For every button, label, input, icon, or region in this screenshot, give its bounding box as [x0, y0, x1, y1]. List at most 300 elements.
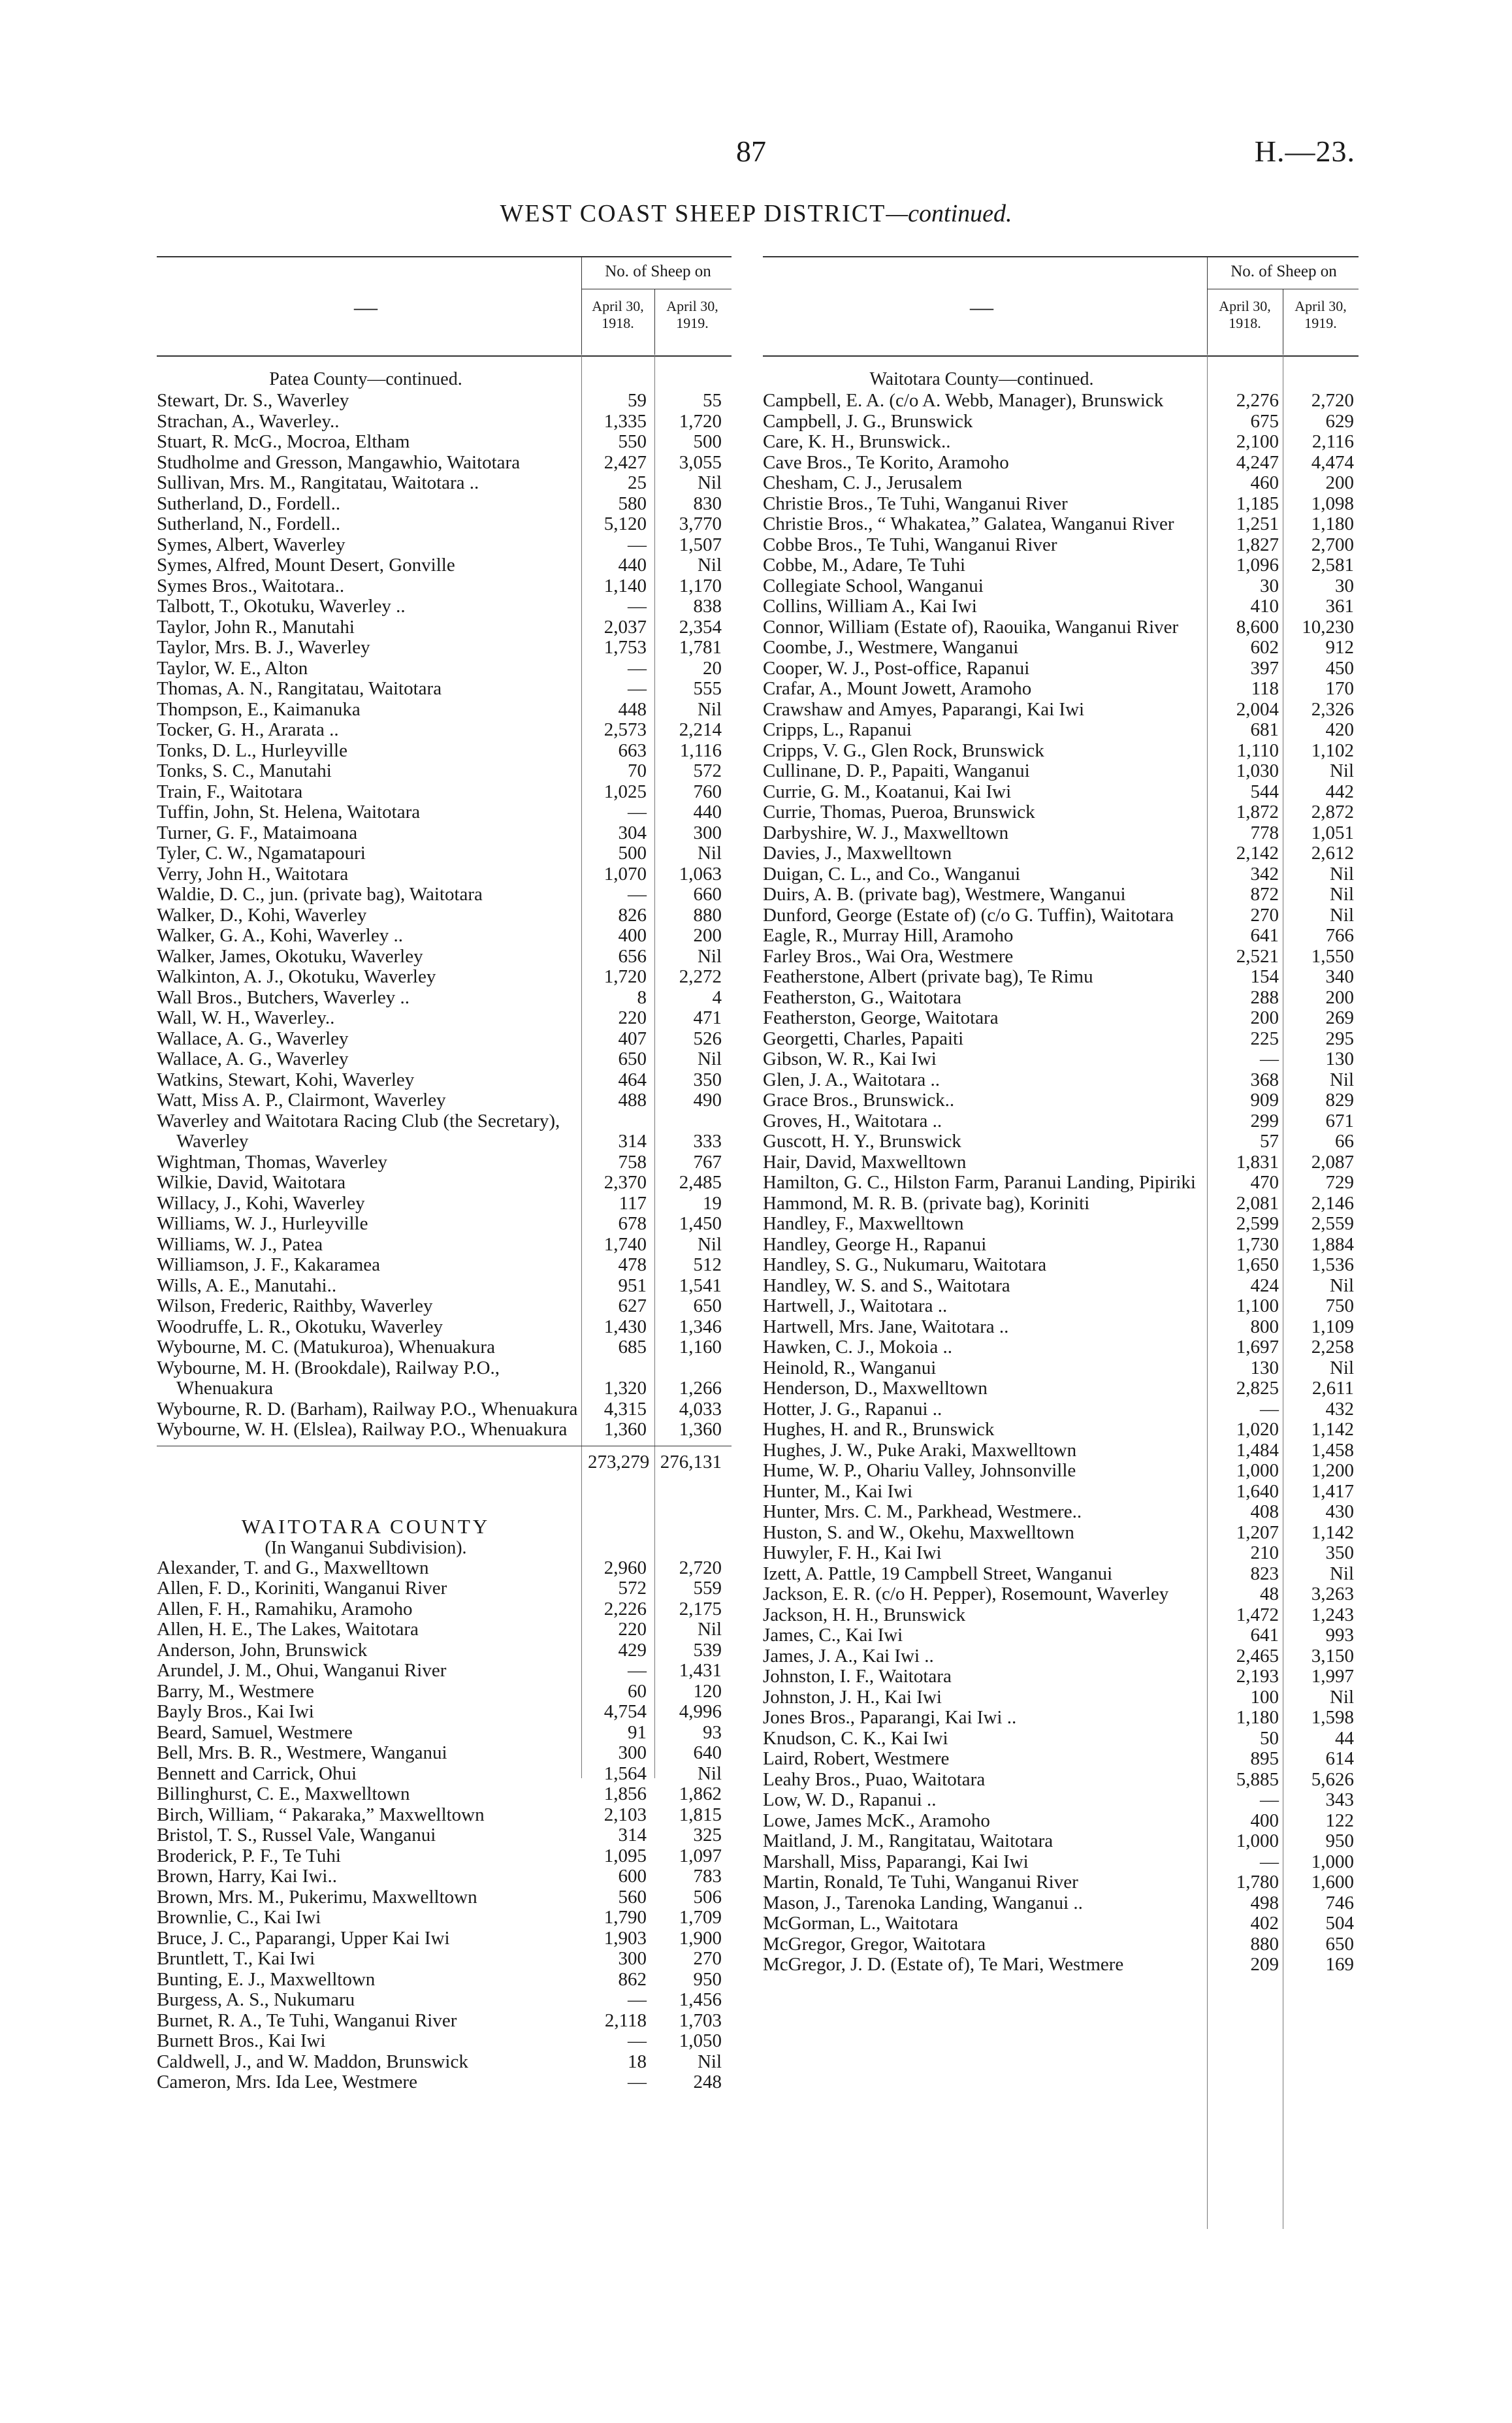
sheep-1918: 2,142: [1236, 843, 1279, 864]
sheep-1918: 8,600: [1236, 616, 1279, 638]
sheep-1919: 1,000: [1311, 1851, 1354, 1872]
owner-name: Lowe, James McK., Aramoho: [763, 1810, 990, 1831]
owner-name: Bayly Bros., Kai Iwi: [157, 1701, 314, 1722]
sheep-1918: 397: [1250, 657, 1279, 679]
table-row: [763, 1687, 1359, 1708]
sheep-1918: 550: [618, 431, 647, 452]
owner-name: Williamson, J. F., Kakaramea: [157, 1254, 381, 1275]
left-section-waitotara: [157, 1516, 732, 2093]
sheep-1919: 1,063: [679, 863, 722, 885]
sheep-1918: 300: [618, 1742, 647, 1763]
owner-name: Allen, F. D., Koriniti, Wanganui River: [157, 1578, 447, 1599]
owner-name: Thomas, A. N., Rangitatau, Waitotara: [157, 678, 442, 699]
sheep-1918: 30: [1260, 575, 1279, 596]
owner-name: Maitland, J. M., Rangitatau, Waitotara: [763, 1830, 1054, 1851]
sheep-1918: 1,856: [603, 1783, 647, 1804]
sheep-1919: 420: [1325, 719, 1354, 740]
sheep-1919: 506: [693, 1886, 722, 1908]
sheep-1918: 580: [618, 493, 647, 514]
sheep-1919: 783: [693, 1866, 722, 1887]
sheep-1918: 1,000: [1236, 1460, 1279, 1481]
sheep-1919: 2,175: [679, 1598, 722, 1619]
sheep-1918: 500: [618, 843, 647, 864]
sheep-1919: 729: [1325, 1172, 1354, 1193]
owner-name: Hartwell, J., Waitotara ..: [763, 1295, 948, 1316]
owner-name: McGregor, Gregor, Waitotara: [763, 1933, 986, 1955]
owner-name: Sullivan, Mrs. M., Rangitatau, Waitotara ..: [157, 472, 479, 493]
sheep-1918: 402: [1250, 1913, 1279, 1934]
sheep-1919: 660: [693, 884, 722, 905]
sheep-1918: 1,000: [1236, 1830, 1279, 1851]
sheep-1919: 2,720: [679, 1557, 722, 1578]
sheep-1919: 3,263: [1311, 1584, 1354, 1604]
sheep-1919: 555: [693, 678, 722, 699]
owner-name: Wall, W. H., Waverley..: [157, 1007, 335, 1028]
table-row: [763, 700, 1359, 721]
owner-name: Wilkie, David, Waitotara: [157, 1172, 346, 1193]
sheep-1919: 1,051: [1311, 822, 1354, 843]
sheep-1919: Nil: [1329, 1069, 1354, 1090]
table-row: [763, 1564, 1359, 1585]
owner-name: Georgetti, Charles, Papaiti: [763, 1028, 964, 1049]
sheep-1918: 2,370: [603, 1172, 647, 1193]
table-row: [157, 576, 732, 597]
table-row: [763, 576, 1359, 597]
table-row: [157, 1764, 732, 1785]
owner-name: Watt, Miss A. P., Clairmont, Waverley: [157, 1090, 446, 1111]
sheep-1919: 750: [1325, 1295, 1354, 1316]
sheep-1918: 2,004: [1236, 698, 1279, 720]
sheep-1918: 1,753: [603, 637, 647, 658]
table-row: [157, 802, 732, 823]
table-row: [157, 1805, 732, 1826]
sheep-1918: 314: [618, 1825, 647, 1846]
sheep-1919: 829: [1325, 1090, 1354, 1111]
sheep-1918: 778: [1250, 822, 1279, 843]
sheep-1918: —: [628, 678, 647, 699]
sheep-1919: 1,109: [1311, 1316, 1354, 1337]
table-row: [157, 679, 732, 700]
sheep-1918: 1,780: [1236, 1872, 1279, 1893]
table-row: [157, 1866, 732, 1887]
right-column: [763, 256, 1359, 1976]
table-row: [763, 1317, 1359, 1338]
sheep-1918: 464: [618, 1069, 647, 1090]
table-row: [763, 1708, 1359, 1729]
table-row: [763, 1194, 1359, 1214]
table-row: [763, 1173, 1359, 1194]
sheep-1918: —: [628, 2030, 647, 2051]
sheep-1918: 663: [618, 740, 647, 761]
sheep-1919: 1,997: [1311, 1666, 1354, 1687]
sheep-1918: 5,120: [603, 513, 647, 534]
sheep-1919: 526: [693, 1028, 722, 1049]
owner-name: Groves, H., Waitotara ..: [763, 1110, 942, 1131]
table-row: [763, 1913, 1359, 1934]
sheep-1918: 1,827: [1236, 534, 1279, 555]
sheep-1918: 1,697: [1236, 1337, 1279, 1358]
owner-name: Huston, S. and W., Okehu, Maxwelltown: [763, 1521, 1074, 1543]
sheep-1919: 2,700: [1311, 534, 1354, 555]
owner-name: Taylor, W. E., Alton: [157, 657, 308, 679]
sheep-1918: 656: [618, 945, 647, 967]
sheep-1919: 1,781: [679, 637, 722, 658]
sheep-1919: 300: [693, 822, 722, 843]
owner-name: Wallace, A. G., Waverley: [157, 1028, 349, 1049]
owner-name: Hunter, M., Kai Iwi: [763, 1480, 913, 1502]
owner-name: Cameron, Mrs. Ida Lee, Westmere: [157, 2072, 417, 2092]
table-row: [763, 535, 1359, 556]
sheep-1919: Nil: [1329, 1686, 1354, 1708]
table-row: [157, 391, 732, 412]
owner-name: Tonks, S. C., Manutahi: [157, 760, 332, 781]
table-row: [763, 843, 1359, 864]
sheep-1919: 2,146: [1311, 1192, 1354, 1214]
header-dash: —: [970, 294, 993, 320]
table-row: [763, 1584, 1359, 1605]
table-row: [157, 1887, 732, 1908]
sheep-1918: —: [628, 802, 647, 822]
owner-name: Barry, M., Westmere: [157, 1680, 314, 1702]
table-row: [763, 926, 1359, 947]
table-row: [763, 1852, 1359, 1873]
total-1918: 273,279: [588, 1451, 650, 1472]
sheep-1919: 2,559: [1311, 1213, 1354, 1234]
table-row: [157, 2072, 732, 2093]
owner-name: Crawshaw and Amyes, Paparangi, Kai Iwi: [763, 698, 1085, 720]
sheep-1918: 488: [618, 1090, 647, 1111]
owner-name: Wills, A. E., Manutahi..: [157, 1275, 337, 1296]
sheep-1918: 4,754: [603, 1701, 647, 1722]
table-row: [763, 1811, 1359, 1832]
table-row: [763, 1049, 1359, 1070]
table-row: [157, 1090, 732, 1111]
owner-name: Izett, A. Pattle, 19 Campbell Street, Wanganui: [763, 1563, 1113, 1584]
table-row: [157, 1784, 732, 1805]
table-row: [763, 947, 1359, 968]
sheep-1918: 2,103: [603, 1804, 647, 1825]
sheep-1919: 746: [1325, 1892, 1354, 1913]
owner-name: Johnston, I. F., Waitotara: [763, 1666, 952, 1687]
sheep-1919: 650: [1325, 1933, 1354, 1955]
sheep-1918: 678: [618, 1213, 647, 1234]
owner-name: Handley, W. S. and S., Waitotara: [763, 1275, 1010, 1296]
header-col-1919: April 30, 1919.: [666, 298, 718, 331]
table-row: [157, 617, 732, 638]
sheep-1918: 641: [1250, 925, 1279, 946]
table-row: [763, 1955, 1359, 1976]
sheep-1919: Nil: [697, 1619, 722, 1640]
owner-name: Handley, S. G., Nukumaru, Waitotara: [763, 1254, 1047, 1275]
table-row: [157, 555, 732, 576]
sheep-1919: 1,431: [679, 1660, 722, 1681]
sheep-1918: 627: [618, 1295, 647, 1316]
sheep-1919: 2,872: [1311, 802, 1354, 822]
sheep-1919: Nil: [697, 1763, 722, 1784]
owner-name: Leahy Bros., Puao, Waitotara: [763, 1768, 986, 1790]
table-row: [763, 1749, 1359, 1770]
sheep-1919: 2,326: [1311, 698, 1354, 720]
header-rule: [654, 289, 655, 355]
sheep-1919: 650: [693, 1295, 722, 1316]
owner-name: Taylor, John R., Manutahi: [157, 616, 355, 638]
total-1919: 276,131: [660, 1451, 722, 1472]
sheep-1918: 560: [618, 1886, 647, 1908]
sheep-1919: 1,541: [679, 1275, 722, 1296]
table-row: [157, 1949, 732, 1970]
owner-name: Symes, Albert, Waverley: [157, 534, 346, 555]
sheep-1918: 544: [1250, 781, 1279, 802]
table-row: [157, 1194, 732, 1214]
sheep-1918: 70: [628, 760, 647, 781]
table-row: [763, 638, 1359, 659]
sheep-1918: 800: [1250, 1316, 1279, 1337]
owner-name: Stewart, Dr. S., Waverley: [157, 390, 349, 411]
sheep-1918: 2,193: [1236, 1666, 1279, 1687]
owner-name: Care, K. H., Brunswick..: [763, 431, 951, 452]
sheep-1919: 1,550: [1311, 945, 1354, 967]
table-row: [763, 1070, 1359, 1091]
sheep-1918: 872: [1250, 884, 1279, 905]
owner-name: Farley Bros., Wai Ora, Westmere: [763, 945, 1014, 967]
header-col-1918: April 30, 1918.: [592, 298, 644, 331]
owner-name: Wightman, Thomas, Waverley: [157, 1151, 388, 1173]
table-row: [763, 1399, 1359, 1420]
table-row: [763, 679, 1359, 700]
table-row: [763, 659, 1359, 679]
sheep-1918: —: [628, 657, 647, 679]
sheep-1919: Nil: [1329, 863, 1354, 885]
sheep-1919: 295: [1325, 1028, 1354, 1049]
sheep-1919: 3,150: [1311, 1645, 1354, 1667]
table-row: [157, 926, 732, 947]
header-sheep-group: No. of Sheep on: [605, 263, 711, 280]
sheep-1919: 1,450: [679, 1213, 722, 1234]
sheep-1918: 59: [628, 390, 647, 411]
sheep-1918: 440: [618, 555, 647, 576]
sheep-1918: 2,465: [1236, 1645, 1279, 1667]
sheep-1919: Nil: [697, 945, 722, 967]
sheep-1919: 993: [1325, 1625, 1354, 1646]
sheep-1918: —: [1260, 1851, 1279, 1872]
sheep-1919: Nil: [697, 555, 722, 576]
owner-name: Walkinton, A. J., Okotuku, Waverley: [157, 966, 436, 987]
owner-name: Cullinane, D. P., Papaiti, Wanganui: [763, 760, 1030, 781]
table-row: [763, 1029, 1359, 1050]
title-main: WEST COAST SHEEP DISTRICT: [500, 200, 886, 227]
header-col-1919: April 30, 1919.: [1295, 298, 1347, 331]
owner-name: Currie, Thomas, Pueroa, Brunswick: [763, 802, 1035, 822]
sheep-1918: 368: [1250, 1069, 1279, 1090]
owner-name: Handley, F., Maxwelltown: [763, 1213, 964, 1234]
table-row: [157, 1337, 732, 1358]
owner-name: McGregor, J. D. (Estate of), Te Mari, Westmere: [763, 1954, 1124, 1975]
owner-name: Taylor, Mrs. B. J., Waverley: [157, 637, 370, 658]
owner-name: Campbell, J. G., Brunswick: [763, 410, 973, 432]
sheep-1919: 343: [1325, 1789, 1354, 1810]
table-row: [763, 1523, 1359, 1544]
sheep-1919: 1,507: [679, 534, 722, 555]
table-row: [763, 1235, 1359, 1256]
owner-name: Duigan, C. L., and Co., Wanganui: [763, 863, 1021, 885]
sheep-1918: 57: [1260, 1131, 1279, 1152]
sheep-1919: 200: [1325, 986, 1354, 1008]
sheep-1918: 758: [618, 1151, 647, 1173]
sheep-1918: 2,521: [1236, 945, 1279, 967]
owner-name: Turner, G. F., Mataimoana: [157, 822, 358, 843]
table-row: [157, 967, 732, 988]
sheep-1919: 880: [693, 904, 722, 926]
owner-name: Hair, David, Maxwelltown: [763, 1151, 967, 1173]
sheep-1919: 269: [1325, 1007, 1354, 1028]
owner-name: Williams, W. J., Hurleyville: [157, 1213, 368, 1234]
sheep-1918: 50: [1260, 1727, 1279, 1749]
sheep-1918: 25: [628, 472, 647, 493]
sheep-1919: 1,200: [1311, 1460, 1354, 1481]
sheep-1918: 951: [618, 1275, 647, 1296]
table-row: [157, 700, 732, 721]
sheep-1919: 450: [1325, 657, 1354, 679]
sheep-1919: Nil: [1329, 1275, 1354, 1296]
owner-name: Guscott, H. Y., Brunswick: [763, 1131, 961, 1152]
table-row: [763, 1214, 1359, 1235]
sheep-1919: 2,354: [679, 616, 722, 638]
section-heading: Waitotara County—continued.: [869, 369, 1094, 389]
sheep-1918: —: [628, 884, 647, 905]
table-row: [763, 864, 1359, 885]
sheep-1918: 498: [1250, 1892, 1279, 1913]
table-row: [763, 494, 1359, 515]
table-row: [157, 1111, 732, 1152]
owner-name: Wybourne, W. H. (Elslea), Railway P.O., Whenuakura: [157, 1419, 568, 1440]
sheep-1918: 400: [1250, 1810, 1279, 1831]
sheep-1919: 248: [693, 2072, 722, 2092]
owner-name: Heinold, R., Wanganui: [763, 1357, 937, 1378]
table-row: [763, 1831, 1359, 1852]
owner-name: Cobbe Bros., Te Tuhi, Wanganui River: [763, 534, 1057, 555]
table-row: [157, 1255, 732, 1276]
sheep-1919: 20: [703, 657, 722, 679]
owner-name: Hawken, C. J., Mokoia ..: [763, 1337, 952, 1358]
sheep-1919: 830: [693, 493, 722, 514]
owner-name: Waverley and Waitotara Racing Club (the Secretary), Waverley: [157, 1110, 560, 1152]
owner-name: Cripps, L., Rapanui: [763, 719, 912, 740]
table-row: [157, 1908, 732, 1928]
sheep-1918: 4,315: [603, 1398, 647, 1420]
sheep-1918: 1,070: [603, 863, 647, 885]
sheep-1919: 432: [1325, 1398, 1354, 1420]
sheep-1919: 1,266: [679, 1378, 722, 1399]
sheep-1918: 1,100: [1236, 1295, 1279, 1316]
table-row: [763, 1729, 1359, 1749]
sheep-1919: 1,884: [1311, 1233, 1354, 1255]
sheep-1919: 1,709: [679, 1907, 722, 1928]
table-row: [157, 2052, 732, 2073]
owner-name: Johnston, J. H., Kai Iwi: [763, 1686, 942, 1708]
sheep-1918: 681: [1250, 719, 1279, 740]
table-row: [763, 1440, 1359, 1461]
table-row: [763, 473, 1359, 494]
sheep-1919: Nil: [697, 472, 722, 493]
sheep-1919: 671: [1325, 1110, 1354, 1131]
sheep-1918: 1,096: [1236, 555, 1279, 576]
sheep-1918: 1,740: [603, 1233, 647, 1255]
table-row: [763, 1090, 1359, 1111]
sheep-1918: 2,599: [1236, 1213, 1279, 1234]
sheep-1919: 912: [1325, 637, 1354, 658]
sheep-1919: 122: [1325, 1810, 1354, 1831]
sheep-1919: 1,703: [679, 2009, 722, 2031]
sheep-1919: 350: [693, 1069, 722, 1090]
sheep-1919: 2,116: [1311, 431, 1354, 452]
table-row: [763, 1872, 1359, 1893]
table-row: [157, 1702, 732, 1723]
sheep-1919: Nil: [1329, 1563, 1354, 1584]
owner-name: Christie Bros., “ Whakatea,” Galatea, Wanganui River: [763, 513, 1174, 534]
sheep-1919: Nil: [1329, 1357, 1354, 1378]
table-row: [157, 535, 732, 556]
owner-name: Caldwell, J., and W. Maddon, Brunswick: [157, 2051, 468, 2072]
sheep-1918: —: [628, 1989, 647, 2010]
owner-name: Currie, G. M., Koatanui, Kai Iwi: [763, 781, 1012, 802]
sheep-1918: 220: [618, 1007, 647, 1028]
header-rule: [1207, 257, 1208, 355]
sheep-1918: —: [1260, 1398, 1279, 1420]
sheep-1918: 1,730: [1236, 1233, 1279, 1255]
table-row: [763, 391, 1359, 412]
sheep-1918: 826: [618, 904, 647, 926]
owner-name: Collegiate School, Wanganui: [763, 575, 984, 596]
table-row: [157, 1049, 732, 1070]
sheep-1918: 1,320: [603, 1378, 647, 1399]
sheep-1919: 1,170: [679, 575, 722, 596]
sheep-1919: 1,142: [1311, 1521, 1354, 1543]
table-row: [763, 617, 1359, 638]
table-row: [157, 1723, 732, 1744]
sheep-1919: 2,214: [679, 719, 722, 740]
sheep-1918: 288: [1250, 986, 1279, 1008]
sheep-1918: 117: [619, 1192, 647, 1214]
owner-name: James, J. A., Kai Iwi ..: [763, 1645, 934, 1667]
owner-name: Verry, John H., Waitotara: [157, 863, 349, 885]
sheep-1918: 1,030: [1236, 760, 1279, 781]
table-row: [157, 1619, 732, 1640]
owner-name: Talbott, T., Okotuku, Waverley ..: [157, 596, 406, 617]
table-row: [763, 596, 1359, 617]
owner-name: Woodruffe, L. R., Okotuku, Waverley: [157, 1316, 443, 1337]
owner-name: Wybourne, M. C. (Matukuroa), Whenuakura: [157, 1337, 495, 1358]
owner-name: Mason, J., Tarenoka Landing, Wanganui ..: [763, 1892, 1083, 1913]
table-row: [157, 947, 732, 968]
sheep-1918: 1,335: [603, 410, 647, 432]
sheep-1918: 478: [618, 1254, 647, 1275]
table-row: [157, 1928, 732, 1949]
owner-name: Bristol, T. S., Russel Vale, Wanganui: [157, 1825, 436, 1846]
table-row: [157, 720, 732, 741]
sheep-1918: 1,831: [1236, 1151, 1279, 1173]
sheep-1919: Nil: [1329, 760, 1354, 781]
sheep-1918: 1,564: [603, 1763, 647, 1784]
sheep-1919: 1,458: [1311, 1439, 1354, 1461]
sheep-1918: 1,790: [603, 1907, 647, 1928]
sheep-1919: 504: [1325, 1913, 1354, 1934]
owner-name: Bruntlett, T., Kai Iwi: [157, 1948, 315, 1969]
sheep-1919: 1,598: [1311, 1707, 1354, 1728]
sheep-1919: 3,055: [679, 451, 722, 473]
sheep-1919: 340: [1325, 966, 1354, 987]
sheep-1919: 44: [1335, 1727, 1354, 1749]
table-row: [157, 1358, 732, 1399]
